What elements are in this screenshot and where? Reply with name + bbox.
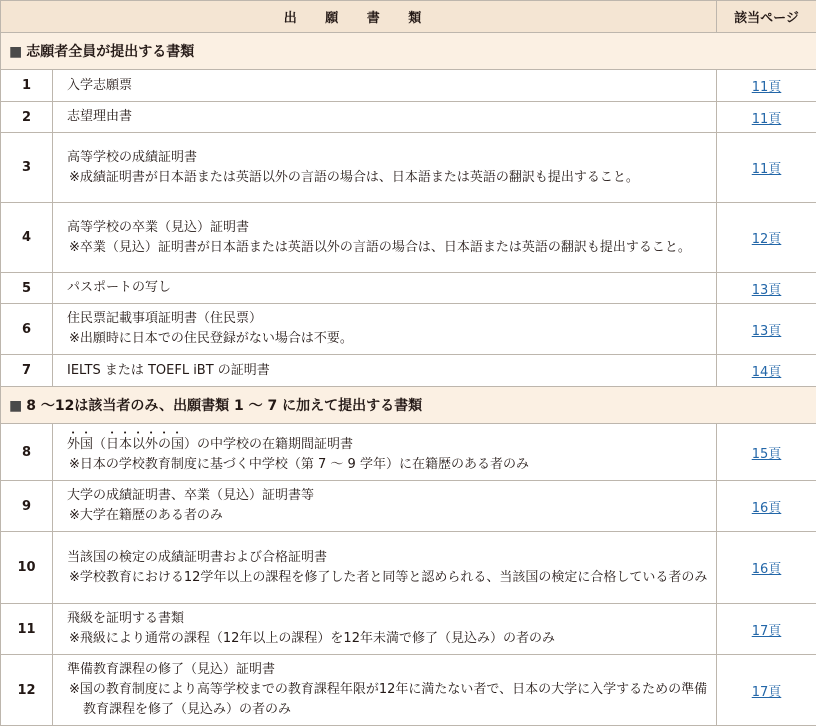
page-link[interactable]: 11頁 [752,80,782,95]
document-cell [53,424,717,481]
document-title: 外国（日本以外の国）の中学校の在籍期間証明書 [67,429,708,455]
document-title: 準備教育課程の修了（見込）証明書 [67,660,708,680]
page-cell [717,532,816,604]
document-title: 飛級を証明する書類 [67,609,708,629]
page-link[interactable]: 16頁 [752,562,782,577]
row-number: 9 [1,481,53,532]
square-icon: ■ [9,398,22,414]
document-cell [53,481,717,532]
page-cell [717,655,816,726]
page-link[interactable]: 17頁 [752,685,782,700]
document-note: ※卒業（見込）証明書が日本語または英語以外の言語の場合は、日本語または英語の翻訳も提出すること。 [67,238,708,258]
page-cell [717,273,816,304]
document-cell [53,604,717,655]
document-note: ※大学在籍歴のある者のみ [67,506,708,526]
table-row [1,304,816,355]
document-cell [53,70,717,102]
document-title: 高等学校の卒業（見込）証明書 [67,218,708,238]
row-number: 8 [1,424,53,481]
document-cell [53,273,717,304]
header-row [1,1,816,33]
row-number: 2 [1,102,53,133]
page-cell [717,604,816,655]
page-cell [717,133,816,203]
table-row [1,273,816,304]
section-header-all [1,33,816,70]
document-cell [53,133,717,203]
document-title: 当該国の検定の成績証明書および合格証明書 [67,548,708,568]
row-number: 4 [1,203,53,273]
page-link[interactable]: 17頁 [752,624,782,639]
page-link[interactable]: 13頁 [752,283,782,298]
document-title: パスポートの写し [67,278,708,298]
table-row [1,424,816,481]
document-title: 大学の成績証明書、卒業（見込）証明書等 [67,486,708,506]
document-note: ※成績証明書が日本語または英語以外の言語の場合は、日本語または英語の翻訳も提出すること。 [67,168,708,188]
table-row [1,604,816,655]
table-row [1,203,816,273]
table-row [1,481,816,532]
page-cell [717,102,816,133]
document-title: IELTS または TOEFL iBT の証明書 [67,361,708,381]
document-title: 入学志願票 [67,76,708,96]
document-note: ※日本の学校教育制度に基づく中学校（第 7 〜 9 学年）に在籍歴のある者のみ [67,455,708,475]
square-icon: ■ [9,44,22,60]
page-cell [717,355,816,387]
page-cell [717,203,816,273]
row-number: 11 [1,604,53,655]
document-title: 高等学校の成績証明書 [67,148,708,168]
document-title: 住民票記載事項証明書（住民票） [67,309,708,329]
document-cell [53,655,717,726]
table-row [1,133,816,203]
page-link[interactable]: 15頁 [752,447,782,462]
row-number: 5 [1,273,53,304]
section-title: 志願者全員が提出する書類 [26,44,194,60]
page-cell [717,424,816,481]
document-note: ※飛級により通常の課程（12年以上の課程）を12年未満で修了（見込み）の者のみ [67,629,708,649]
page-link[interactable]: 16頁 [752,501,782,516]
table-row [1,532,816,604]
row-number: 12 [1,655,53,726]
page-link[interactable]: 13頁 [752,324,782,339]
page-link[interactable]: 11頁 [752,162,782,177]
table-row [1,655,816,726]
document-cell [53,355,717,387]
table-row [1,355,816,387]
document-note: ※国の教育制度により高等学校までの教育課程年限が12年に満たない者で、日本の大学に入学するための準備教育課程を修了（見込み）の者のみ [67,680,708,720]
table-row [1,70,816,102]
document-cell [53,102,717,133]
page-cell [717,481,816,532]
emphasis-text: 外国（日本以外の国） [67,437,197,452]
row-number: 7 [1,355,53,387]
documents-header: 出 願 書 類 [1,1,717,33]
page-header: 該当ページ [717,1,816,33]
page-link[interactable]: 12頁 [752,232,782,247]
document-title: 志望理由書 [67,107,708,127]
page-link[interactable]: 11頁 [752,112,782,127]
section-title: 8 〜12は該当者のみ、出願書類 1 〜 7 に加えて提出する書類 [26,398,422,414]
document-cell [53,532,717,604]
section-header-conditional [1,387,816,424]
page-cell [717,70,816,102]
row-number: 3 [1,133,53,203]
row-number: 10 [1,532,53,604]
row-number: 6 [1,304,53,355]
row-number: 1 [1,70,53,102]
document-note: ※学校教育における12学年以上の課程を修了した者と同等と認められる、当該国の検定に合格している者のみ [67,568,708,588]
document-cell [53,203,717,273]
page-cell [717,304,816,355]
page-link[interactable]: 14頁 [752,365,782,380]
document-cell [53,304,717,355]
table-row [1,102,816,133]
document-note: ※出願時に日本での住民登録がない場合は不要。 [67,329,708,349]
